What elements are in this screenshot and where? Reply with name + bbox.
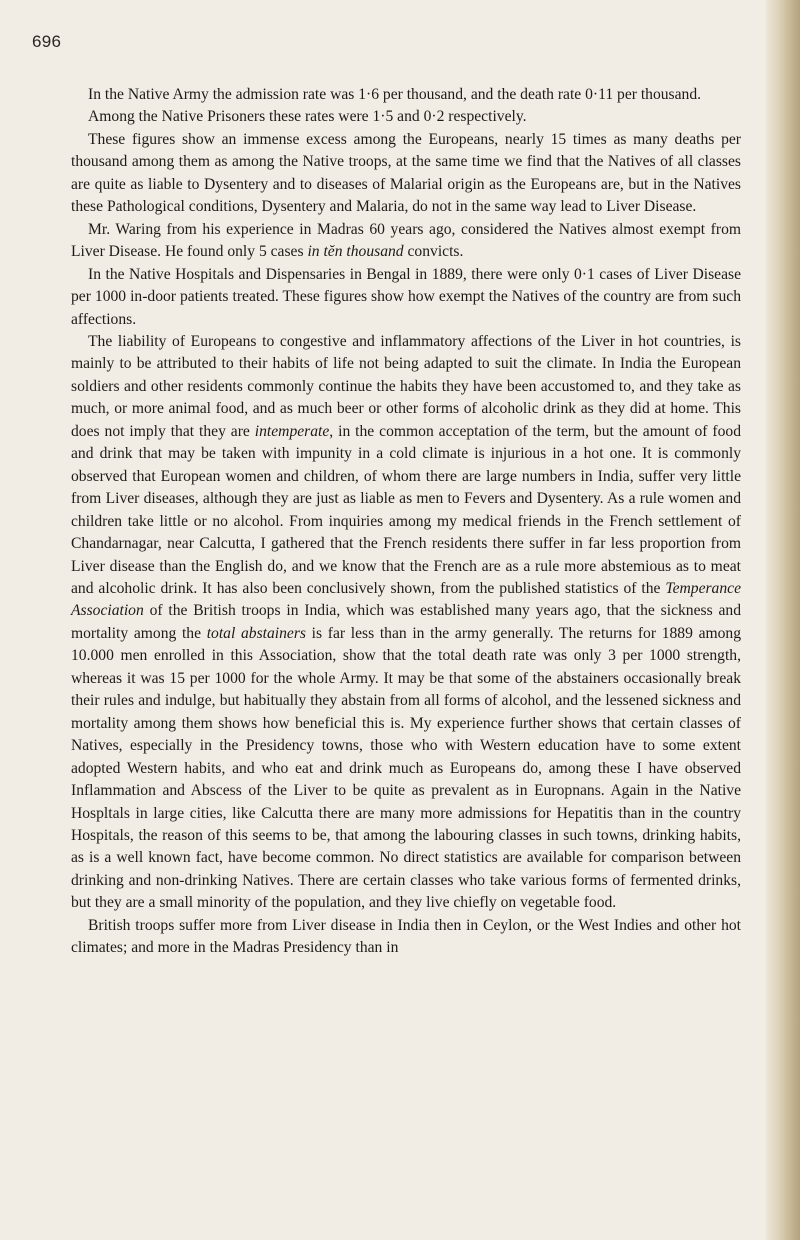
italic-phrase: Temperance Association: [71, 579, 741, 620]
italic-phrase: total abstainers: [206, 624, 306, 642]
paragraph-excess-europeans: These figures show an immense excess among the Europeans, nearly 15 times as many deaths per thousand among them as among the Native troops, at the same time we find that the Natives of all classes are quite as liable to Dysentery and to diseases of Malarial origin as the Europeans are, but in the Natives these Pathological conditions, Dysentery and Malaria, do not in the same way lead to Liver Disease.: [71, 130, 741, 216]
paragraph-british-troops: British troops suffer more from Liver disease in India then in Ceylon, or the West Indies and other hot climates; and more in the Madras Presidency than in: [71, 916, 741, 957]
paragraph-bengal-hospitals: In the Native Hospitals and Dispensaries in Bengal in 1889, there were only 0·1 cases of Liver Disease per 1000 in-door patients treated. These figures show how exempt the Natives of the country are from such affections.: [71, 265, 741, 328]
paragraph-native-army: In the Native Army the admission rate was 1·6 per thousand, and the death rate 0·11 per thousand.: [88, 86, 702, 103]
page-edge-shadow: [766, 0, 800, 1240]
italic-phrase: intemperate: [254, 422, 330, 440]
paragraph-text: , in the common acceptation of the term, but the amount of food and drink that may be taken with impunity in a cold climate is injurious in a hot one. It is commonly observed that European women and children, of whom there are large numbers in India, suffer very little from Liver diseases, although they are just as liable as men to Fevers and Dysentery. As a rule women and children take little or no alcohol. From inquiries among my medical friends in the French settlement of Chandarnagar, near Calcutta, I gathered that the French residents there suffer in far less proportion from Liver disease than the English do, and we know that the French are as a rule more abstemious as to meat and alcoholic drink. It has also been conclusively shown, from the published statistics of the: [71, 422, 742, 597]
paragraph-text: Mr. Waring from his experience in Madras 60 years ago, considered the Natives almost exempt from Liver Disease. He found only 5 cases: [71, 220, 741, 261]
italic-phrase: in tĕn thousand: [307, 243, 404, 261]
paragraph-text: The liability of Europeans to congestive and inflammatory affections of the Liver in hot countries, is mainly to be attributed to their habits of life not being adapted to suit the climate. In India the European soldiers and other residents commonly continue the habits they have been accustomed to, and they take as much, or more animal food, and as much beer or other forms of alcoholic drink as they did at home. This does not imply that they are: [71, 332, 741, 440]
page-number: 696: [32, 32, 62, 51]
paragraph-text: of the British troops in India, which was established many years ago, that the sickness and mortality among the: [71, 602, 741, 642]
body-text: [71, 84, 741, 960]
paragraph-text: convicts.: [403, 243, 464, 261]
paragraph-native-prisoners: Among the Native Prisoners these rates were 1·5 and 0·2 respectively.: [88, 108, 527, 126]
paragraph-text: is far less than in the army generally. The returns for 1889 among 10.000 men enrolled in this Association, show that the total death rate was only 3 per 1000 strength, whereas it was 15 per 1000 for the whole Army. It may be that some of the abstainers occasionally break their rules and indulge, but habitually they abstain from all forms of alcohol, and the lessened sickness and mortality among them shows how beneficial this is. My experience further shows that certain classes of Natives, especially in the Presidency towns, those who with Western education have to some extent adopted Western habits, and who eat and drink much as Europeans do, among these I have observed Inflammation and Abscess of the Liver to be quite as prevalent as in Europnans. Again in the Native Hospltals in large cities, like Calcutta there are many more admissions for Hepatitis than in the country Hospitals, the reason of this seems to be, that among the labouring classes in such towns, drinking habits, as is a well known fact, have become common. No direct statistics are available for comparison between drinking and non-drinking Natives. There are certain classes who take various forms of fermented drinks, but they are a small minority of the population, and they live chiefly on vegetable food.: [71, 624, 742, 912]
paragraph-liability-europeans: [71, 331, 741, 915]
paragraph-mr-waring: [71, 219, 741, 264]
